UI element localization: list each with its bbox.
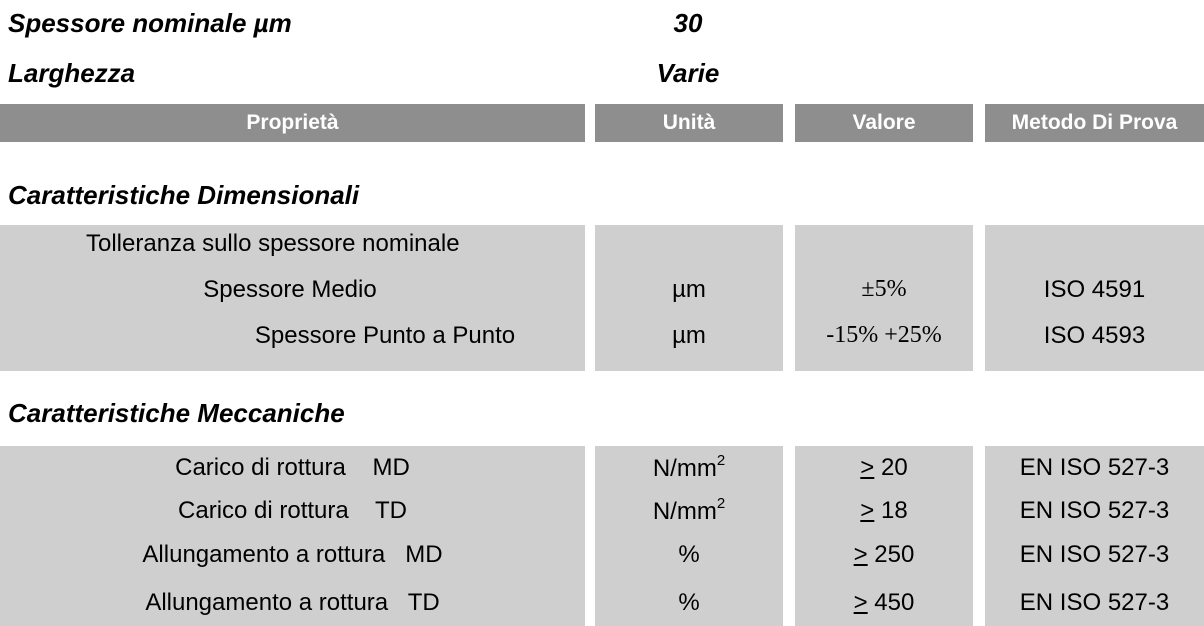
value-number: 20	[874, 454, 908, 481]
row-method: ISO 4593	[1043, 322, 1146, 349]
row-unit: µm	[672, 322, 706, 349]
row-value: -15% +25%	[826, 322, 942, 348]
width-label: Larghezza	[8, 58, 136, 88]
header-method: Metodo Di Prova	[985, 104, 1204, 142]
tolerance-subheading: Tolleranza sullo spessore nominale	[86, 230, 460, 257]
row-unit	[595, 589, 783, 617]
row-value	[795, 589, 973, 617]
row-method: ISO 4591	[1043, 276, 1146, 303]
ge-symbol: >	[860, 454, 875, 481]
value-number: 18	[874, 497, 908, 524]
row-property: Carico di rottura MD	[175, 454, 410, 481]
nominal-thickness-row	[0, 8, 1204, 48]
row-property: Carico di rottura TD	[178, 497, 407, 524]
nominal-thickness-value: 30	[673, 8, 703, 38]
unit-superscript: 2	[716, 495, 726, 512]
unit-base: N/mm	[652, 498, 717, 525]
row-method: EN ISO 527-3	[1019, 497, 1170, 524]
row-method: EN ISO 527-3	[1019, 589, 1170, 616]
ge-symbol: >	[853, 541, 868, 568]
ge-symbol: >	[853, 589, 868, 616]
row-value: ±5%	[861, 276, 907, 302]
row-unit	[595, 454, 783, 483]
unit-base: %	[678, 589, 700, 616]
row-property: Spessore Medio	[203, 276, 377, 303]
value-number: 450	[867, 589, 915, 616]
width-value: Varie	[656, 58, 720, 88]
row-value	[795, 541, 973, 569]
unit-base: N/mm	[652, 455, 717, 482]
row-method: EN ISO 527-3	[1019, 454, 1170, 481]
section-title-mechanical: Caratteristiche Meccaniche	[8, 398, 345, 428]
width-row	[0, 58, 1204, 98]
header-unit: Unità	[595, 104, 783, 142]
row-unit	[595, 497, 783, 526]
row-value	[795, 497, 973, 525]
ge-symbol: >	[860, 497, 875, 524]
value-number: 250	[867, 541, 915, 568]
unit-superscript: 2	[716, 452, 726, 469]
header-property: Proprietà	[0, 104, 585, 142]
header-value: Valore	[795, 104, 973, 142]
row-property: Spessore Punto a Punto	[254, 322, 516, 349]
nominal-thickness-label: Spessore nominale µm	[8, 8, 292, 38]
row-property: Allungamento a rottura MD	[142, 541, 443, 568]
row-unit: µm	[672, 276, 706, 303]
row-property: Allungamento a rottura TD	[145, 589, 440, 616]
unit-base: %	[678, 541, 700, 568]
row-method: EN ISO 527-3	[1019, 541, 1170, 568]
row-unit	[595, 541, 783, 569]
section-title-dimensional: Caratteristiche Dimensionali	[8, 180, 360, 210]
row-value	[795, 454, 973, 482]
